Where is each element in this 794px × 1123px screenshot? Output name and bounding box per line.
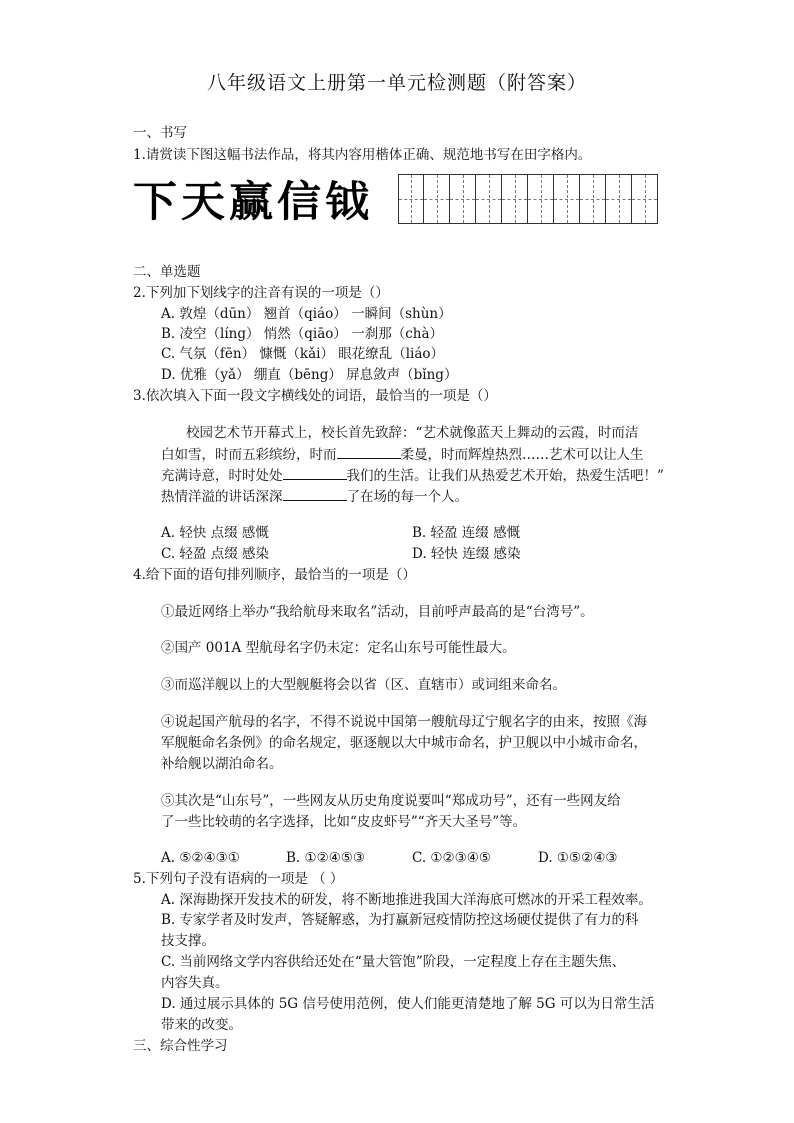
question-3-passage-line-2 xyxy=(161,444,644,465)
question-2-option-d: D. 优雅（yǎ） 绷直（bēng） 屏息敛声（bǐng） xyxy=(161,367,458,383)
tianzige-writing-grid[interactable] xyxy=(398,174,658,224)
question-4-sentence-5-line-2: 了一些比较萌的名字选择，比如“皮皮虾号”“齐天大圣号”等。 xyxy=(161,814,527,830)
question-2-option-a: A. 敦煌（dūn） 翘首（qiáo） 一瞬间（shùn） xyxy=(161,306,452,322)
tianzige-cell[interactable] xyxy=(450,174,476,224)
question-5-option-b-line-1: B. 专家学者及时发声，答疑解惑，为打赢新冠疫情防控这场硬仗提供了有力的科 xyxy=(161,912,639,928)
question-4-option-a: A. ⑤②④③① xyxy=(161,850,240,866)
question-4-sentence-1: ①最近网络上举办“我给航母来取名”活动，目前呼声最高的是“台湾号”。 xyxy=(161,604,594,620)
question-5-option-d-line-2: 带来的改变。 xyxy=(161,1017,242,1033)
question-3-option-c: C. 轻盈 点缀 感染 xyxy=(161,546,270,562)
question-4-stem: 4.给下面的语句排列顺序，最恰当的一项是（） xyxy=(133,567,416,583)
tianzige-cell[interactable] xyxy=(398,174,424,224)
passage-text: 我们的生活。让我们从热爱艺术开始，热爱生活吧！” xyxy=(346,468,664,484)
question-1-stem: 1.请赏读下图这幅书法作品，将其内容用楷体正确、规范地书写在田字格内。 xyxy=(133,147,592,163)
passage-text: 热情洋溢的讲话深深 xyxy=(161,489,283,505)
passage-text: 柔曼，时而辉煌热烈……艺术可以让人生 xyxy=(400,447,644,463)
question-4-sentence-3: ③而巡洋舰以上的大型舰艇将会以省（区、直辖市）或词组来命名。 xyxy=(161,677,566,693)
question-4-sentence-5-line-1: ⑤其次是“山东号”，一些网友从历史角度说要叫“郑成功号”，还有一些网友给 xyxy=(161,793,621,809)
tianzige-cell[interactable] xyxy=(476,174,502,224)
passage-text: 了在场的每一个人。 xyxy=(346,489,468,505)
question-3-option-b: B. 轻盈 连缀 感慨 xyxy=(412,525,521,541)
section-2-heading: 二、单选题 xyxy=(133,264,201,280)
question-4-option-c: C. ①②③④⑤ xyxy=(412,850,491,866)
question-4-sentence-4-line-3: 补给舰以湖泊命名。 xyxy=(161,756,283,772)
answer-blank-3[interactable] xyxy=(283,486,347,501)
tianzige-cell[interactable] xyxy=(632,174,658,224)
tianzige-cell[interactable] xyxy=(606,174,632,224)
question-4-sentence-4-line-1: ④说起国产航母的名字，不得不说说中国第一艘航母辽宁舰名字的由来，按照《海 xyxy=(161,714,647,730)
question-3-passage-line-1: 校园艺术节开幕式上，校长首先致辞：“艺术就像蓝天上舞动的云霞，时而洁 xyxy=(186,425,639,441)
tianzige-cell[interactable] xyxy=(424,174,450,224)
section-3-heading: 三、综合性学习 xyxy=(133,1038,228,1054)
tianzige-cell[interactable] xyxy=(502,174,528,224)
question-2-option-b: B. 凌空（líng） 悄然（qiāo） 一刹那（chà） xyxy=(161,326,443,342)
question-3-stem: 3.依次填入下面一段文字横线处的词语，最恰当的一项是（） xyxy=(133,388,497,404)
question-2-option-c: C. 气氛（fēn） 慷慨（kǎi） 眼花缭乱（liáo） xyxy=(161,346,445,362)
tianzige-cell[interactable] xyxy=(580,174,606,224)
question-5-option-d-line-1: D. 通过展示具体的 5G 信号使用范例，使人们能更清楚地了解 5G 可以为日常生活 xyxy=(161,996,655,1012)
document-title: 八年级语文上册第一单元检测题（附答案） xyxy=(206,72,587,94)
tianzige-cell[interactable] xyxy=(528,174,554,224)
question-3-option-d: D. 轻快 连缀 感染 xyxy=(412,546,521,562)
question-5-stem: 5.下列句子没有语病的一项是 （ ） xyxy=(133,871,344,887)
question-4-sentence-2: ②国产 001A 型航母名字仍未定：定名山东号可能性最大。 xyxy=(161,640,516,656)
passage-text: 充满诗意，时时处处 xyxy=(161,468,283,484)
answer-blank-1[interactable] xyxy=(337,444,401,459)
question-5-option-c-line-1: C. 当前网络文学内容供给还处在“量大管饱”阶段，一定程度上存在主题失焦、 xyxy=(161,954,626,970)
calligraphy-image xyxy=(133,172,373,227)
passage-text: 白如雪，时而五彩缤纷，时而 xyxy=(161,447,337,463)
question-4-option-b: B. ①②④⑤③ xyxy=(286,850,366,866)
calligraphy-text: 下天赢信钺 xyxy=(133,178,373,227)
answer-blank-2[interactable] xyxy=(283,465,347,480)
question-3-passage-line-3 xyxy=(161,465,664,486)
section-1-heading: 一、书写 xyxy=(133,125,187,141)
question-2-stem: 2.下列加下划线字的注音有误的一项是（） xyxy=(133,285,389,301)
tianzige-cell[interactable] xyxy=(554,174,580,224)
question-3-passage-line-4 xyxy=(161,486,468,507)
question-5-option-a: A. 深海勘探开发技术的研发，将不断地推进我国大洋海底可燃冰的开采工程效率。 xyxy=(161,892,652,908)
question-5-option-b-line-2: 技支撑。 xyxy=(161,933,215,949)
question-3-option-a: A. 轻快 点缀 感慨 xyxy=(161,525,269,541)
question-4-option-d: D. ①⑤②④③ xyxy=(538,850,618,866)
question-5-option-c-line-2: 内容失真。 xyxy=(161,975,229,991)
question-4-sentence-4-line-2: 军舰艇命名条例》的命名规定，驱逐舰以大中城市命名，护卫舰以中小城市命名， xyxy=(161,735,647,751)
